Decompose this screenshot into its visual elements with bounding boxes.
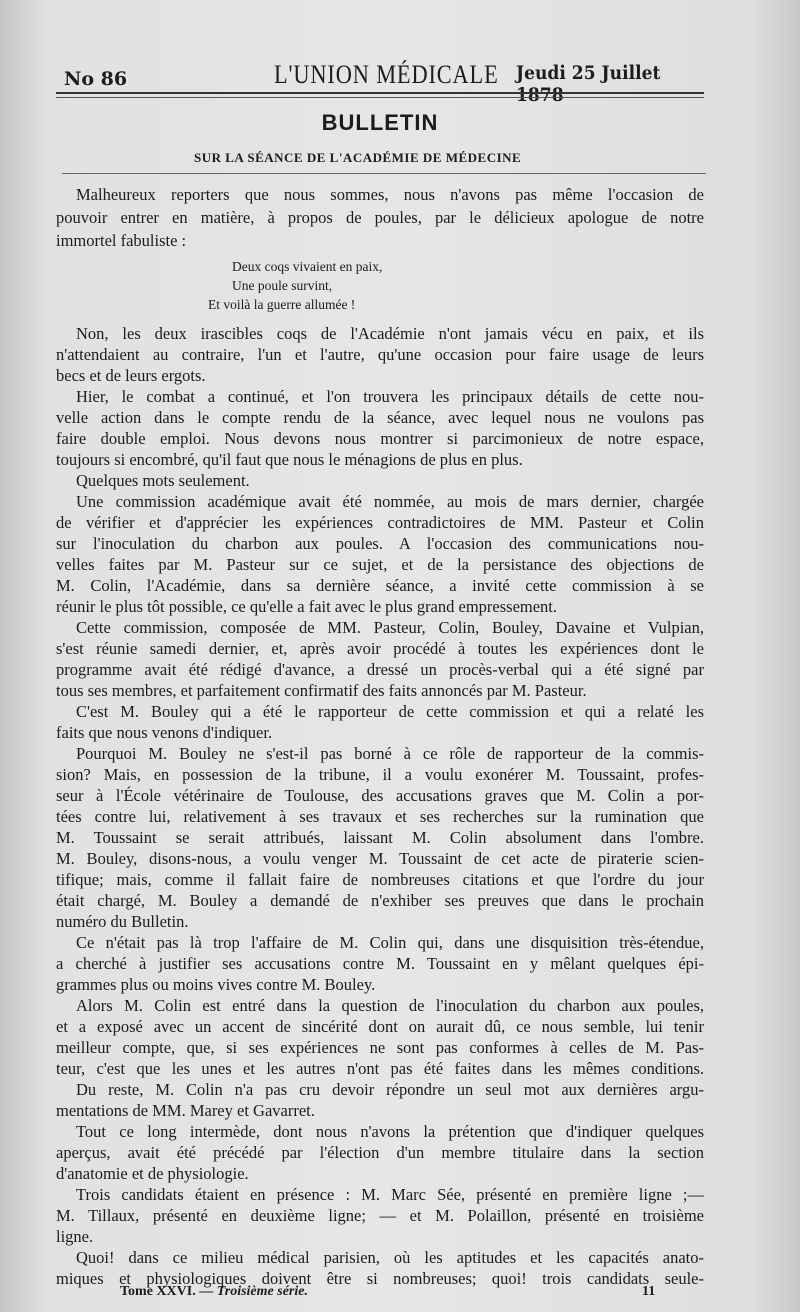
verse-line: Et voilà la guerre allumée ! (208, 297, 356, 312)
text-line: M. Bouley, disons-nous, a voulu venger M. Toussaint de cet acte de piraterie scien- (56, 849, 704, 868)
text-line: Hier, le combat a continué, et l'on trouvera les principaux détails de cette nou- (76, 387, 704, 406)
text-line: de vérifier et d'apprécier les expériences contradictoires de MM. Pasteur et Colin (56, 513, 704, 532)
text-line: Non, les deux irascibles coqs de l'Académie n'ont jamais vécu en paix, et ils (76, 324, 704, 343)
subtitle-rule (62, 173, 706, 174)
text-line: M. Colin, l'Académie, dans sa dernière séance, a invité cette commission à se (56, 576, 704, 595)
page-number: 11 (642, 1284, 656, 1299)
text-line: Ce n'était pas là trop l'affaire de M. Colin qui, dans une disquisition très-étendue, (76, 933, 704, 952)
verse-line: Deux coqs vivaient en paix, (232, 259, 383, 274)
text-line: C'est M. Bouley qui a été le rapporteur de cette commission et qui a relaté les (76, 702, 704, 721)
text-line: velles faites par M. Pasteur sur ce sujet, et de la persistance des objections de (56, 555, 704, 574)
text-line: Pourquoi M. Bouley ne s'est-il pas borné à ce rôle de rapporteur de la commis- (76, 744, 704, 763)
section-title: BULLETIN (321, 110, 439, 135)
text-line: mentations de MM. Marey et Gavarret. (56, 1101, 315, 1120)
text-line: tous ses membres, et parfaitement confirmatif des faits annoncés par M. Pasteur. (56, 681, 587, 700)
text-line: Quelques mots seulement. (76, 471, 250, 490)
text-line: seur à l'École vétérinaire de Toulouse, des accusations graves que M. Colin a por- (56, 786, 704, 805)
text-line: n'attendaient au contraire, l'un et l'autre, qu'une occasion pour faire usage de leurs (56, 345, 704, 364)
text-line: faits que nous venons d'indiquer. (56, 723, 273, 742)
text-line: sur l'inoculation du charbon aux poules. A l'occasion des communications nou- (56, 534, 704, 553)
text-line: a cherché à justifier ses accusations contre M. Toussaint en y mêlant quelques épi- (56, 954, 704, 973)
text-line: réunir le plus tôt possible, ce qu'elle a fait avec le plus grand empressement. (56, 597, 558, 616)
text-line: Malheureux reporters que nous sommes, nous n'avons pas même l'occasion de (76, 185, 704, 204)
page-header (64, 50, 700, 106)
header-rule (56, 92, 704, 94)
text-line: toujours si encombré, qu'il faut que nous le ménagions de plus en plus. (56, 450, 523, 469)
text-line: aperçus, avait été précédé par l'élection d'un membre titulaire dans la section (56, 1143, 704, 1162)
text-line: M. Tillaux, présenté en deuxième ligne; — et M. Polaillon, présenté en troisième (56, 1206, 704, 1225)
text-line: Alors M. Colin est entré dans la question de l'inoculation du charbon aux poules, (76, 996, 704, 1015)
text-line: s'est réunie samedi dernier, et, après avoir procédé à toutes les expériences dont le (56, 639, 704, 658)
text-line: pouvoir entrer en matière, à propos de poules, par le délicieux apologue de notre (56, 208, 704, 227)
text-line: numéro du Bulletin. (56, 912, 189, 931)
text-line: Du reste, M. Colin n'a pas cru devoir répondre un seul mot aux dernières argu- (76, 1080, 704, 1099)
text-line: Cette commission, composée de MM. Pasteur, Colin, Bouley, Davaine et Vulpian, (76, 618, 704, 637)
footer-volume (120, 1284, 308, 1300)
text-line: tifique; mais, comme il fallait faire de nombreuses citations et que l'ordre du jour (56, 870, 704, 889)
text-line: et a exposé avec un accent de sincérité dont on aurait dû, ce nous semble, lui tenir (56, 1017, 704, 1036)
text-line: M. Toussaint se serait attribués, laissant M. Colin absolument dans l'ombre. (56, 828, 704, 847)
text-line: Trois candidats étaient en présence : M. Marc Sée, présenté en première ligne ;— (76, 1185, 704, 1204)
header-rule-thin (56, 97, 704, 98)
text-line: sion? Mais, en possession de la tribune, il a voulu exonérer M. Toussaint, profes- (56, 765, 704, 784)
section-subtitle: SUR LA SÉANCE DE L'ACADÉMIE DE MÉDECINE (194, 150, 522, 165)
text-line: programme avait été rédigé d'avance, a dressé un procès-verbal qui a été signé par (56, 660, 704, 679)
text-line: faire double emploi. Nous devons nous montrer si parcimonieux de notre espace, (56, 429, 704, 448)
issue-date: Jeudi 25 Juillet 1878 (516, 62, 661, 106)
text-line: Quoi! dans ce milieu médical parisien, où les aptitudes et les capacités anato- (76, 1248, 704, 1267)
footer-volume-text: Tome XXVI. — (120, 1284, 214, 1299)
text-line: d'anatomie et de physiologie. (56, 1164, 249, 1183)
text-line: était chargé, M. Bouley a demandé de n'exhiber ses preuves que dans le prochain (56, 891, 704, 910)
text-line: becs et de leurs ergots. (56, 366, 206, 385)
text-line: velle action dans le compte rendu de la séance, avec lequel nous ne voulons pas (56, 408, 704, 427)
issue-number: No 86 (64, 68, 128, 90)
text-line: immortel fabuliste : (56, 231, 187, 250)
text-line: grammes plus ou moins vives contre M. Bouley. (56, 975, 376, 994)
text-line: miques et physiologiques doivent être si nombreuses; quoi! trois candidats seule- (56, 1269, 704, 1288)
text-line: teur, c'est que les unes et les autres n'ont pas été faites dans les mêmes conditions. (56, 1059, 704, 1078)
verse-line: Une poule survint, (232, 278, 333, 293)
footer-series: Troisième série. (216, 1284, 308, 1299)
journal-title: L'UNION MÉDICALE (274, 60, 499, 89)
text-line: Tout ce long intermède, dont nous n'avons la prétention que d'indiquer quelques (76, 1122, 704, 1141)
text-line: meilleur compte, que, si ses expériences ne sont pas conformes à celles de M. Pas- (56, 1038, 704, 1057)
text-line: tées contre lui, relativement à ses travaux et ses recherches sur la rumination que (56, 807, 704, 826)
text-line: Une commission académique avait été nommée, au mois de mars dernier, chargée (76, 492, 704, 511)
text-line: ligne. (56, 1227, 94, 1246)
